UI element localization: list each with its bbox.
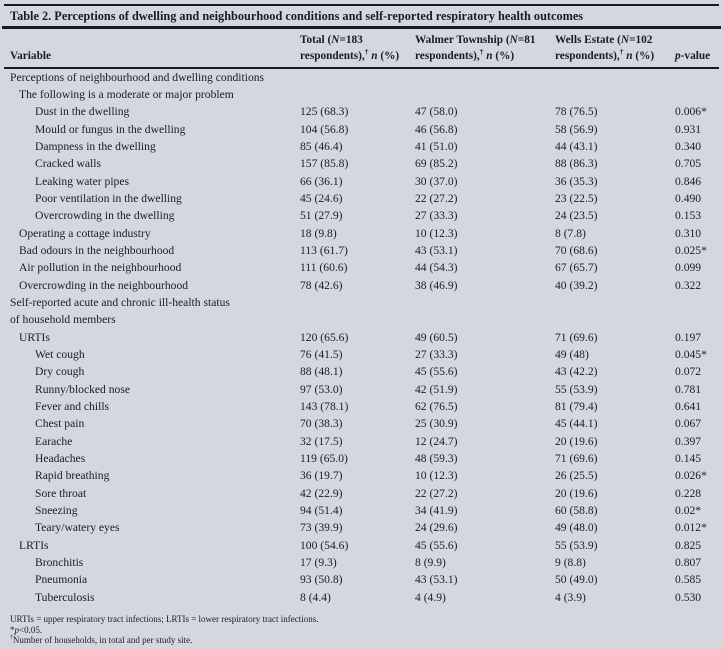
cell-pvalue: 0.026*	[675, 469, 707, 483]
row-label: Dust in the dwelling	[35, 105, 130, 119]
cell-wells: 40 (39.2)	[555, 278, 598, 292]
cell-walmer: 38 (46.9)	[415, 278, 458, 292]
cell-walmer: 22 (27.2)	[415, 486, 458, 500]
cell-wells: 88 (86.3)	[555, 157, 598, 171]
cell-total: 157 (85.8)	[300, 157, 349, 171]
cell-wells: 70 (68.6)	[555, 243, 598, 257]
text-fragment: *	[10, 624, 15, 635]
footnote	[10, 625, 723, 635]
row-label: Poor ventilation in the dwelling	[35, 191, 182, 205]
cell-total: 51 (27.9)	[300, 209, 343, 223]
row-label: Teary/watery eyes	[35, 521, 120, 535]
cell-wells: 20 (19.6)	[555, 434, 598, 448]
cell-pvalue	[675, 86, 719, 103]
text-fragment: <0.05.	[19, 624, 43, 635]
cell-walmer: 45 (55.6)	[415, 365, 458, 379]
table-row	[0, 433, 723, 450]
cell-pvalue: 0.807	[675, 556, 702, 570]
cell-walmer: 42 (51.9)	[415, 382, 458, 396]
cell-pvalue: 0.012*	[675, 521, 707, 535]
cell-pvalue: 0.781	[675, 382, 702, 396]
cell-total: 17 (9.3)	[300, 556, 337, 570]
cell-walmer: 8 (9.9)	[415, 556, 446, 570]
row-label: Self-reported acute and chronic ill-health status	[10, 295, 230, 309]
table-row	[0, 121, 723, 138]
cell-walmer: 10 (12.3)	[415, 226, 458, 240]
text-fragment: =81	[517, 34, 536, 46]
cell-walmer	[415, 311, 555, 328]
cell-wells: 58 (56.9)	[555, 122, 598, 136]
header-line-2	[300, 48, 415, 64]
cell-walmer: 25 (30.9)	[415, 417, 458, 431]
footnote	[10, 635, 723, 645]
text-fragment: (%)	[632, 50, 655, 62]
table-row	[0, 589, 723, 606]
cell-total: 42 (22.9)	[300, 486, 343, 500]
cell-total: 36 (19.7)	[300, 469, 343, 483]
row-label: Sore throat	[35, 486, 87, 500]
cell-pvalue: 0.045*	[675, 348, 707, 361]
cell-walmer: 30 (37.0)	[415, 174, 458, 188]
table-row	[0, 259, 723, 276]
cell-total: 104 (56.8)	[300, 122, 349, 136]
cell-wells: 4 (3.9)	[555, 590, 586, 604]
cell-walmer	[415, 69, 555, 86]
table-row	[0, 537, 723, 554]
cell-pvalue: 0.931	[675, 122, 702, 136]
text-fragment: †	[364, 47, 369, 57]
cell-wells: 43 (42.2)	[555, 365, 598, 379]
table-row	[0, 242, 723, 259]
cell-total: 73 (39.9)	[300, 521, 343, 535]
row-label: Sneezing	[35, 504, 78, 518]
header-line-2	[555, 48, 675, 64]
column-header-pvalue	[675, 48, 719, 64]
row-label: Headaches	[35, 452, 86, 466]
cell-total: 45 (24.6)	[300, 191, 343, 205]
row-label: Earache	[35, 434, 73, 448]
header-line-1	[415, 32, 555, 48]
table-row	[0, 554, 723, 571]
table-row	[0, 571, 723, 588]
cell-pvalue: 0.197	[675, 330, 702, 344]
table-row	[0, 519, 723, 536]
table-row	[0, 69, 723, 86]
table-row	[0, 190, 723, 207]
cell-pvalue	[675, 311, 719, 328]
cell-walmer: 12 (24.7)	[415, 434, 458, 448]
table-row	[0, 381, 723, 398]
row-label: URTIs	[19, 330, 50, 344]
cell-wells: 24 (23.5)	[555, 209, 598, 223]
text-fragment: Total (	[300, 34, 332, 46]
cell-walmer: 48 (59.3)	[415, 452, 458, 466]
text-fragment: n	[483, 50, 493, 62]
cell-walmer: 43 (53.1)	[415, 573, 458, 587]
row-label: Dampness in the dwelling	[35, 139, 156, 153]
cell-wells	[555, 86, 675, 103]
row-label: Overcrowding in the dwelling	[35, 209, 175, 223]
table-row	[0, 155, 723, 172]
text-fragment: N	[509, 34, 518, 46]
cell-walmer: 43 (53.1)	[415, 243, 458, 257]
text-fragment: =102	[629, 34, 653, 46]
row-label: Air pollution in the neighbourhood	[19, 261, 182, 275]
table-row	[0, 398, 723, 415]
table-row	[0, 415, 723, 432]
cell-pvalue	[675, 294, 719, 311]
text-fragment: -value	[680, 50, 711, 62]
cell-pvalue: 0.397	[675, 434, 702, 448]
cell-total: 111 (60.6)	[300, 261, 348, 275]
row-label: Perceptions of neighbourhood and dwelling conditions	[10, 70, 265, 84]
cell-total	[300, 69, 415, 86]
table-row	[0, 138, 723, 155]
cell-wells: 26 (25.5)	[555, 469, 598, 483]
row-label: Bronchitis	[35, 556, 84, 570]
text-fragment: p	[675, 50, 681, 62]
cell-total: 97 (53.0)	[300, 382, 343, 396]
cell-total: 94 (51.4)	[300, 504, 343, 518]
text-fragment: p	[14, 624, 19, 635]
table-row	[0, 294, 723, 311]
cell-pvalue: 0.585	[675, 573, 702, 587]
cell-walmer: 47 (58.0)	[415, 105, 458, 119]
cell-pvalue: 0.228	[675, 486, 702, 500]
row-label: Dry cough	[35, 365, 85, 379]
cell-wells: 71 (69.6)	[555, 330, 598, 344]
text-fragment: respondents),	[555, 50, 620, 62]
text-fragment: respondents),	[415, 50, 480, 62]
cell-wells	[555, 294, 675, 311]
cell-walmer: 10 (12.3)	[415, 469, 458, 483]
row-label: Mould or fungus in the dwelling	[35, 122, 186, 136]
table-row	[0, 502, 723, 519]
cell-wells	[555, 311, 675, 328]
cell-walmer: 69 (85.2)	[415, 157, 458, 171]
cell-pvalue: 0.705	[675, 157, 702, 171]
cell-total: 8 (4.4)	[300, 590, 331, 604]
table-row	[0, 311, 723, 328]
cell-walmer: 27 (33.3)	[415, 348, 458, 361]
table-row	[0, 450, 723, 467]
text-fragment: n	[368, 50, 378, 62]
cell-wells: 20 (19.6)	[555, 486, 598, 500]
table-row	[0, 485, 723, 502]
cell-total: 70 (38.3)	[300, 417, 343, 431]
cell-total: 93 (50.8)	[300, 573, 343, 587]
cell-pvalue: 0.310	[675, 226, 702, 240]
table-row	[0, 467, 723, 484]
table-row	[0, 173, 723, 190]
cell-total: 32 (17.5)	[300, 434, 343, 448]
cell-wells: 55 (53.9)	[555, 538, 598, 552]
cell-total	[300, 311, 415, 328]
cell-pvalue: 0.145	[675, 452, 702, 466]
row-label: Fever and chills	[35, 400, 110, 414]
header-line-1	[300, 32, 415, 48]
table-row	[0, 225, 723, 242]
cell-pvalue: 0.530	[675, 590, 702, 604]
cell-total: 100 (54.6)	[300, 538, 349, 552]
text-fragment: Number of households, in total and per study site.	[12, 634, 193, 645]
table-body	[0, 69, 723, 607]
cell-walmer: 44 (54.3)	[415, 261, 458, 275]
cell-pvalue: 0.02*	[675, 504, 702, 518]
text-fragment: URTIs = upper respiratory tract infections; LRTIs = lower respiratory tract infections.	[10, 614, 319, 625]
footnotes	[0, 614, 723, 645]
column-header-wells	[555, 32, 675, 64]
cell-total: 143 (78.1)	[300, 400, 349, 414]
row-label: Operating a cottage industry	[19, 226, 151, 240]
table-row	[0, 207, 723, 224]
row-label: Chest pain	[35, 417, 85, 431]
row-label: Bad odours in the neighbourhood	[19, 243, 175, 257]
table-row	[0, 363, 723, 380]
cell-total: 18 (9.8)	[300, 226, 337, 240]
cell-pvalue: 0.025*	[675, 243, 707, 257]
cell-wells: 81 (79.4)	[555, 400, 598, 414]
column-header-walmer	[415, 32, 555, 64]
text-fragment: †	[619, 47, 624, 57]
text-fragment: (%)	[377, 50, 400, 62]
cell-walmer: 46 (56.8)	[415, 122, 458, 136]
cell-pvalue: 0.322	[675, 278, 702, 292]
cell-wells: 45 (44.1)	[555, 417, 598, 431]
cell-pvalue: 0.072	[675, 365, 702, 379]
text-fragment: N	[620, 34, 630, 46]
cell-wells: 44 (43.1)	[555, 139, 598, 153]
row-label: Leaking water pipes	[35, 174, 130, 188]
cell-total	[300, 294, 415, 311]
cell-total	[300, 86, 415, 103]
row-label: LRTIs	[19, 538, 49, 552]
cell-wells	[555, 69, 675, 86]
text-fragment: †	[479, 47, 484, 57]
cell-wells: 71 (69.6)	[555, 452, 598, 466]
text-fragment: Wells Estate (	[555, 34, 621, 46]
cell-wells: 60 (58.8)	[555, 504, 598, 518]
header-line-1	[555, 32, 675, 48]
cell-walmer: 45 (55.6)	[415, 538, 458, 552]
table-row	[0, 277, 723, 294]
row-label: Cracked walls	[35, 157, 101, 171]
cell-total: 125 (68.3)	[300, 105, 349, 119]
cell-total: 66 (36.1)	[300, 174, 343, 188]
row-label: Rapid breathing	[35, 469, 110, 483]
cell-total: 78 (42.6)	[300, 278, 343, 292]
row-label: of household members	[10, 313, 116, 327]
row-label: Pneumonia	[35, 573, 88, 587]
cell-total: 88 (48.1)	[300, 365, 343, 379]
cell-walmer: 27 (33.3)	[415, 209, 458, 223]
row-label: Tuberculosis	[35, 590, 95, 604]
cell-walmer	[415, 86, 555, 103]
cell-total: 76 (41.5)	[300, 348, 343, 361]
text-fragment: =183	[339, 34, 363, 46]
cell-wells: 50 (49.0)	[555, 573, 598, 587]
table-row	[0, 329, 723, 346]
header-line-2	[415, 48, 555, 64]
cell-wells: 67 (65.7)	[555, 261, 598, 275]
cell-total: 120 (65.6)	[300, 330, 349, 344]
cell-walmer: 34 (41.9)	[415, 504, 458, 518]
cell-walmer	[415, 294, 555, 311]
text-fragment: (%)	[492, 50, 515, 62]
table-row	[0, 103, 723, 120]
cell-wells: 8 (7.8)	[555, 226, 586, 240]
cell-wells: 23 (22.5)	[555, 191, 598, 205]
row-label: Overcrowding in the neighbourhood	[19, 278, 189, 292]
cell-pvalue	[675, 69, 719, 86]
cell-pvalue: 0.099	[675, 261, 702, 275]
text-fragment: †	[10, 634, 13, 641]
table-title: Table 2. Perceptions of dwelling and neighbourhood conditions and self-reported respiratory health outcomes	[10, 9, 584, 23]
cell-walmer: 41 (51.0)	[415, 139, 458, 153]
cell-pvalue: 0.067	[675, 417, 702, 431]
text-fragment: respondents),	[300, 50, 365, 62]
cell-wells: 9 (8.8)	[555, 556, 586, 570]
column-header-row	[0, 29, 723, 67]
cell-pvalue: 0.006*	[675, 105, 707, 119]
footnote	[10, 614, 723, 624]
row-label: The following is a moderate or major problem	[19, 87, 234, 101]
text-fragment: N	[331, 34, 340, 46]
cell-wells: 78 (76.5)	[555, 105, 598, 119]
cell-pvalue: 0.490	[675, 191, 702, 205]
table-row	[0, 86, 723, 103]
row-label: Runny/blocked nose	[35, 382, 130, 396]
cell-wells: 49 (48)	[555, 348, 589, 361]
cell-pvalue: 0.846	[675, 174, 702, 188]
text-fragment: Walmer Township (	[415, 34, 510, 46]
table-row	[0, 346, 723, 363]
row-label: Wet cough	[35, 348, 85, 361]
cell-wells: 55 (53.9)	[555, 382, 598, 396]
cell-wells: 49 (48.0)	[555, 521, 598, 535]
cell-total: 119 (65.0)	[300, 452, 348, 466]
cell-walmer: 49 (60.5)	[415, 330, 458, 344]
cell-walmer: 4 (4.9)	[415, 590, 446, 604]
cell-wells: 36 (35.3)	[555, 174, 598, 188]
column-header-variable: Variable	[10, 50, 52, 62]
cell-pvalue: 0.825	[675, 538, 702, 552]
cell-walmer: 62 (76.5)	[415, 400, 458, 414]
cell-pvalue: 0.340	[675, 139, 702, 153]
cell-walmer: 22 (27.2)	[415, 191, 458, 205]
text-fragment: n	[623, 50, 633, 62]
cell-pvalue: 0.153	[675, 209, 702, 223]
cell-pvalue: 0.641	[675, 400, 702, 414]
column-header-total	[300, 32, 415, 64]
cell-total: 113 (61.7)	[300, 243, 348, 257]
cell-walmer: 24 (29.6)	[415, 521, 458, 535]
cell-total: 85 (46.4)	[300, 139, 343, 153]
